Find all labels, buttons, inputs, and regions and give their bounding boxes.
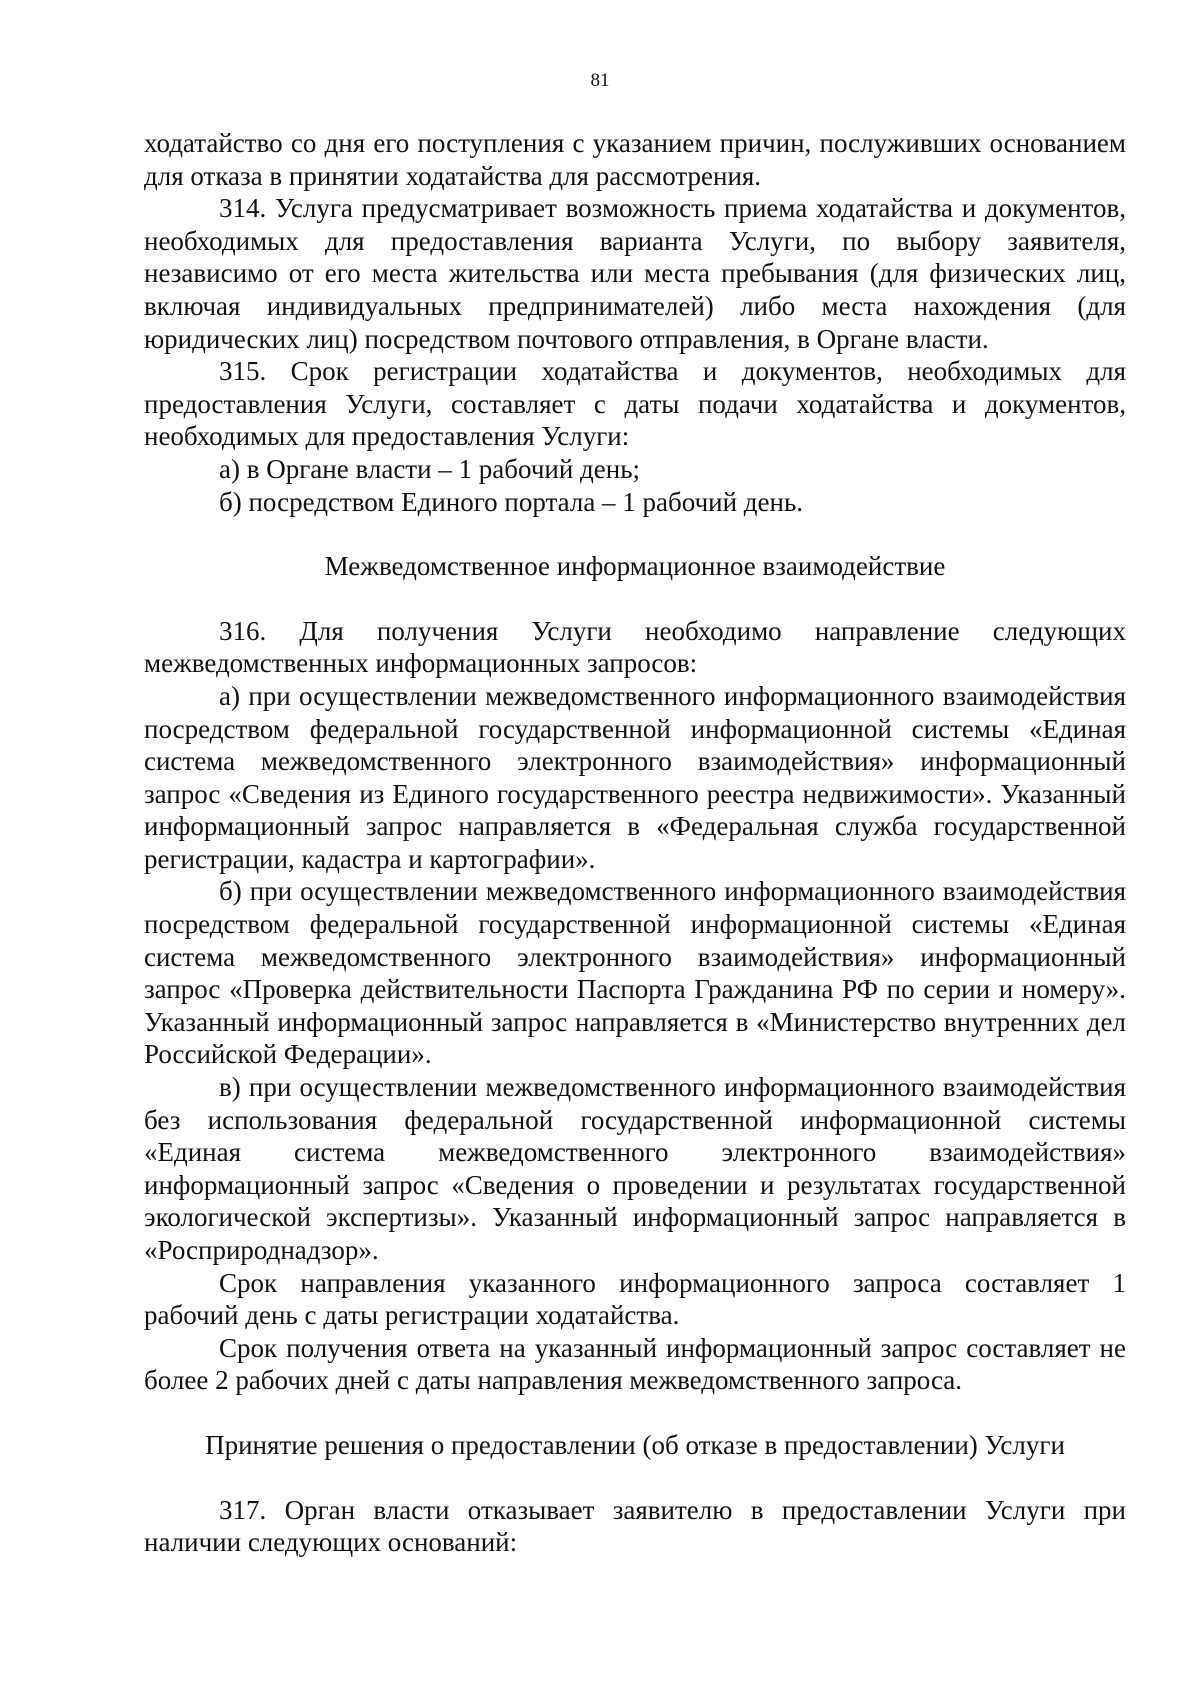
paragraph-response-deadline: Срок получения ответа на указанный информационный запрос составляет не более 2 рабочих дней с даты направления межведомственного запроса. [144,1332,1126,1396]
paragraph-316: 316. Для получения Услуги необходимо направление следующих межведомственных информационных запросов: [144,615,1126,679]
paragraph-continuation: ходатайство со дня его поступления с указанием причин, послуживших основанием для отказа в принятии ходатайства для рассмотрения. [144,128,1126,191]
list-item-315-a: а) в Органе власти – 1 рабочий день; [219,453,641,484]
paragraph-315: 315. Срок регистрации ходатайства и документов, необходимых для предоставления Услуги, составляет с даты подачи ходатайства и документов, необходимых для предоставления Услуги: [144,356,1126,452]
document-body [144,127,1126,1559]
list-item-316-c: в) при осуществлении межведомственного информационного взаимодействия без использования федеральной государственной информационной системы «Единая система межведомственного электронного взаимодействия» информационный запрос «Сведения о проведении и результатах государственной экологической экспертизы». Указанный информационный запрос направляется в «Росприроднадзор». [144,1072,1126,1265]
list-item-316-a: а) при осуществлении межведомственного информационного взаимодействия посредством федеральной государственной информационной системы «Единая система межведомственного электронного взаимодействия» информационный запрос «Сведения из Единого государственного реестра недвижимости». Указанный информационный запрос направляется в «Федеральная служба государственной регистрации, кадастра и картографии». [144,680,1126,874]
paragraph-request-deadline: Срок направления указанного информационного запроса составляет 1 рабочий день с даты регистрации ходатайства. [144,1267,1126,1331]
list-item-315-b: б) посредством Единого портала – 1 рабочий день. [219,486,804,517]
section-heading-decision: Принятие решения о предоставлении (об отказе в предоставлении) Услуги [205,1429,1065,1460]
paragraph-314: 314. Услуга предусматривает возможность приема ходатайства и документов, необходимых для предоставления варианта Услуги, по выбору заявителя, независимо от его места жительства или места пребывания (для физических лиц, включая индивидуальных предпринимателей) либо места нахождения (для юридических лиц) посредством почтового отправления, в Органе власти. [144,193,1126,354]
section-heading-interagency: Межведомственное информационное взаимодействие [324,551,946,582]
paragraph-317: 317. Орган власти отказывает заявителю в предоставлении Услуги при наличии следующих оснований: [144,1494,1126,1558]
page-number: 81 [590,70,610,91]
list-item-316-b: б) при осуществлении межведомственного информационного взаимодействия посредством федеральной государственной информационной системы «Единая система межведомственного электронного взаимодействия» информационный запрос «Проверка действительности Паспорта Гражданина РФ по серии и номеру». Указанный информационный запрос направляется в «Министерство внутренних дел Российской Федерации». [144,876,1126,1070]
